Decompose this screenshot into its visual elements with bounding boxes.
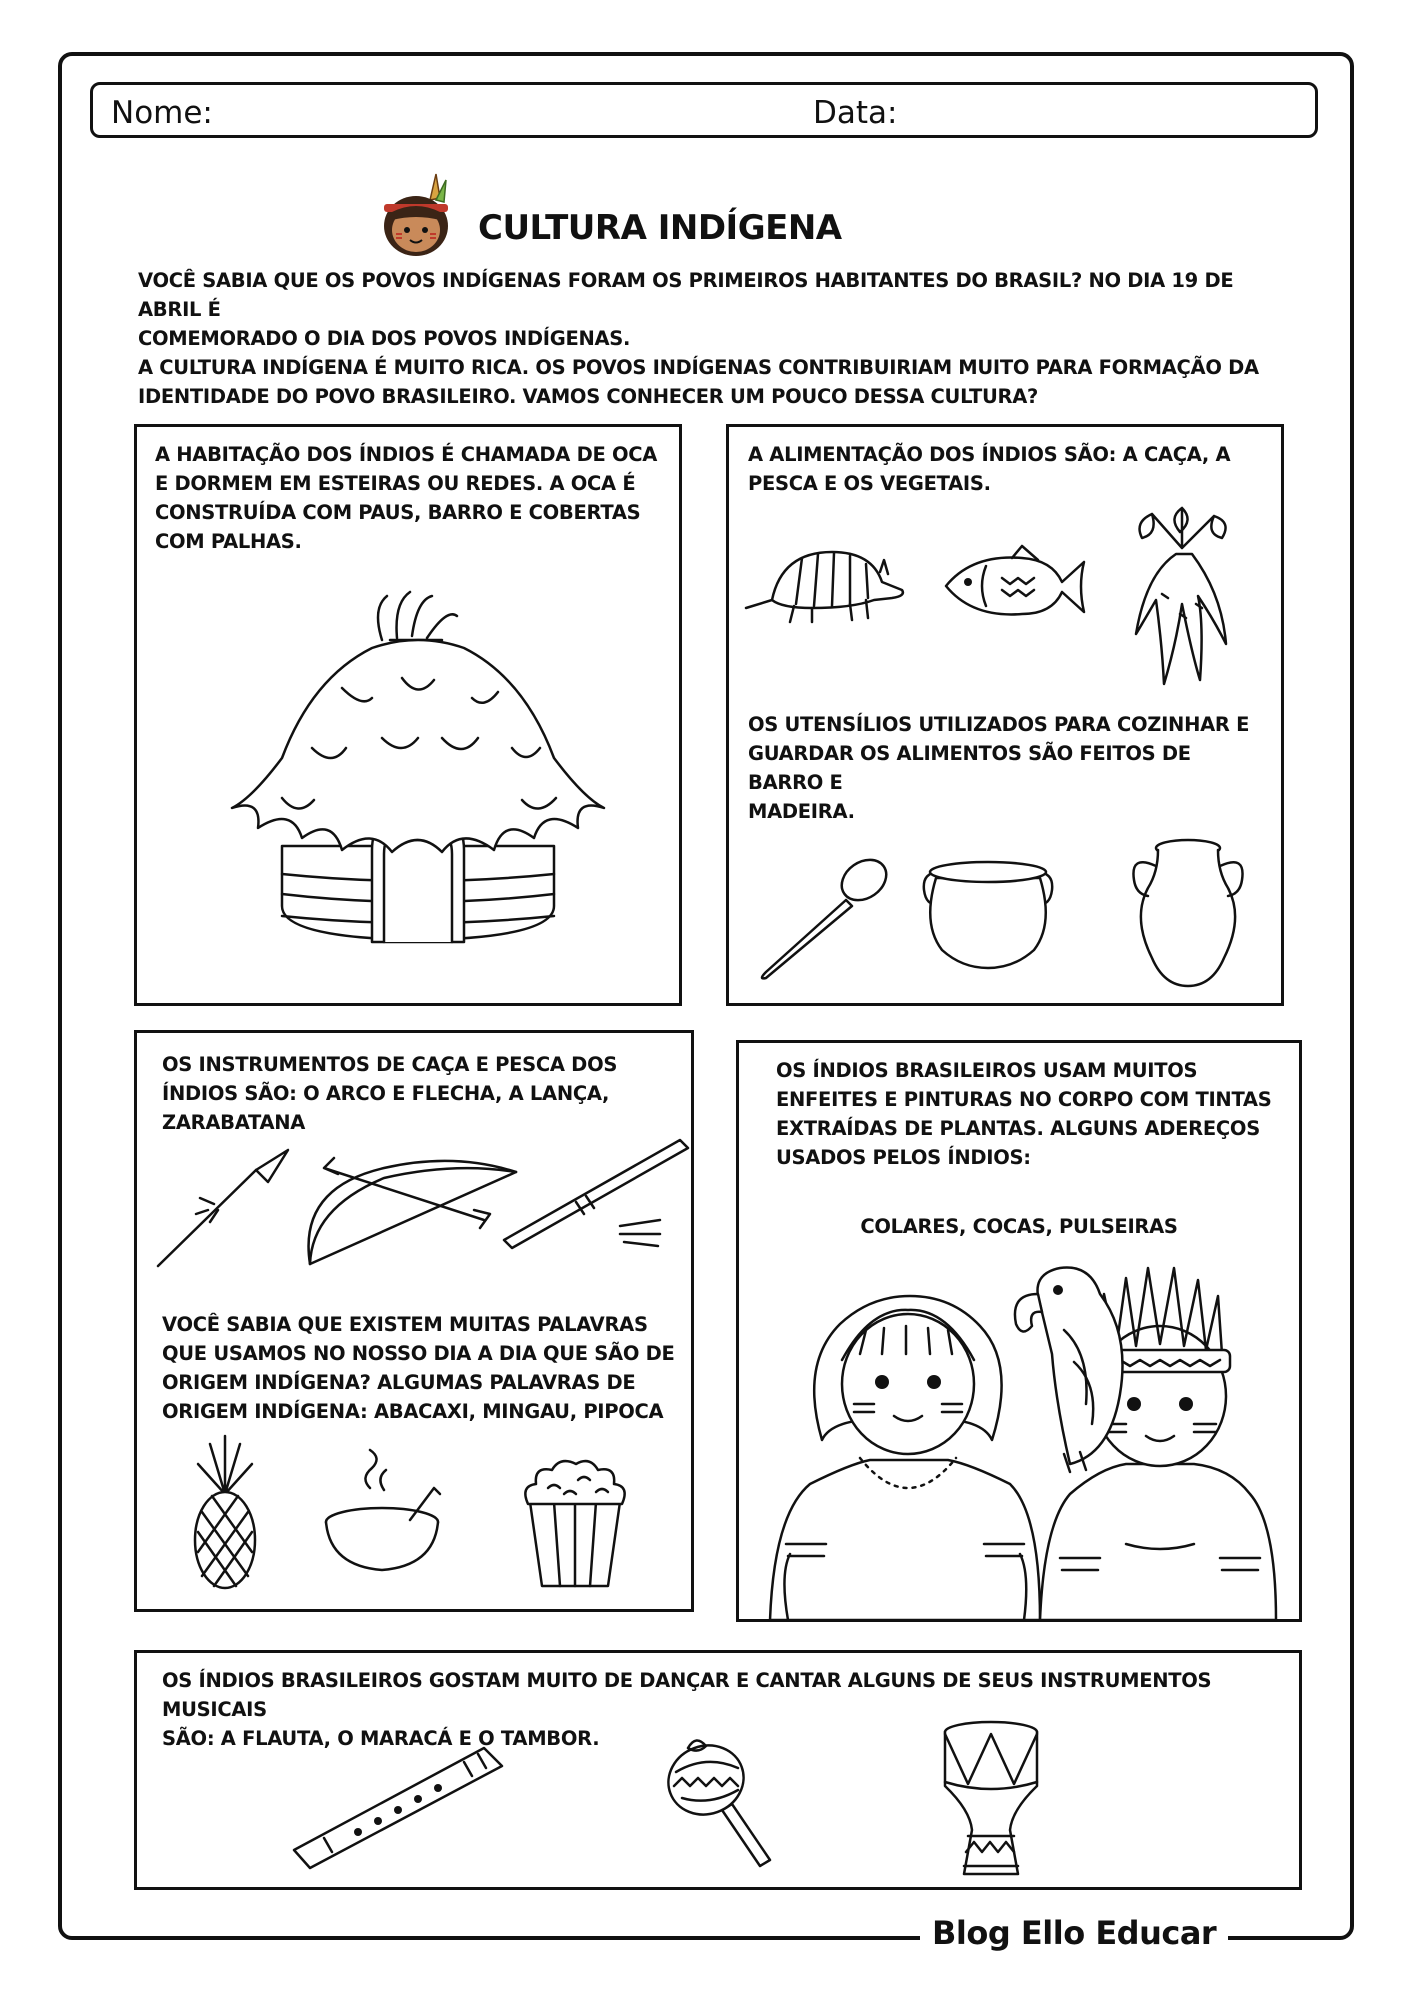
text-line: A HABITAÇÃO DOS ÍNDIOS É CHAMADA DE OCA — [155, 443, 658, 466]
text-line: MADEIRA. — [748, 800, 855, 823]
page-title: CULTURA INDÍGENA — [478, 208, 842, 248]
instrumentos-text — [162, 1050, 682, 1137]
porridge-bowl-icon — [320, 1448, 446, 1578]
spear-icon — [152, 1148, 292, 1272]
utensilios-text — [748, 710, 1268, 826]
armadillo-icon — [742, 542, 912, 626]
habitacao-text — [155, 440, 675, 556]
text-line: ZARABATANA — [162, 1111, 306, 1134]
text-line: COM PALHAS. — [155, 530, 302, 553]
name-label: Nome: — [111, 95, 213, 131]
indigenous-girl-icon — [770, 1296, 1040, 1620]
clay-pot-icon — [912, 854, 1064, 972]
text-line: OS ÍNDIOS BRASILEIROS USAM MUITOS — [776, 1059, 1198, 1082]
blowgun-icon — [500, 1134, 692, 1250]
text-line: EXTRAÍDAS DE PLANTAS. ALGUNS ADEREÇOS — [776, 1117, 1260, 1140]
fish-icon — [942, 548, 1088, 624]
text-line: OS INSTRUMENTOS DE CAÇA E PESCA DOS — [162, 1053, 618, 1076]
vase-icon — [1128, 838, 1248, 990]
cassava-icon — [1122, 504, 1242, 696]
intro-line: A CULTURA INDÍGENA É MUITO RICA. OS POVOS INDÍGENAS CONTRIBUIRIAM MUITO PARA FORMAÇÃO DA — [138, 356, 1259, 379]
text-line: USADOS PELOS ÍNDIOS: — [776, 1146, 1031, 1169]
text-line: E DORMEM EM ESTEIRAS OU REDES. A OCA É — [155, 472, 636, 495]
intro-line: COMEMORADO O DIA DOS POVOS INDÍGENAS. — [138, 327, 631, 350]
text-line: PESCA E OS VEGETAIS. — [748, 472, 991, 495]
text-line: QUE USAMOS NO NOSSO DIA A DIA QUE SÃO DE — [162, 1342, 675, 1365]
indigenous-child-icon — [370, 170, 462, 262]
footer-brand: Blog Ello Educar — [920, 1914, 1228, 1952]
text-line: ENFEITES E PINTURAS NO CORPO COM TINTAS — [776, 1088, 1272, 1111]
text-line: OS ÍNDIOS BRASILEIROS GOSTAM MUITO DE DANÇAR E CANTAR ALGUNS DE SEUS INSTRUMENTOS MUSICAIS — [162, 1669, 1212, 1721]
pineapple-icon — [190, 1436, 260, 1590]
text-line: ORIGEM INDÍGENA: ABACAXI, MINGAU, PIPOCA — [162, 1400, 664, 1423]
flute-icon — [288, 1742, 508, 1870]
text-line: ÍNDIOS SÃO: O ARCO E FLECHA, A LANÇA, — [162, 1082, 610, 1105]
intro-line: VOCÊ SABIA QUE OS POVOS INDÍGENAS FORAM OS PRIMEIROS HABITANTES DO BRASIL? NO DIA 19 DE ABRIL É — [138, 269, 1234, 321]
text-line: A ALIMENTAÇÃO DOS ÍNDIOS SÃO: A CAÇA, A — [748, 443, 1231, 466]
children-illustration — [770, 1254, 1296, 1620]
text-line: CONSTRUÍDA COM PAUS, BARRO E COBERTAS — [155, 501, 641, 524]
popcorn-icon — [520, 1456, 630, 1590]
text-line: GUARDAR OS ALIMENTOS SÃO FEITOS DE BARRO E — [748, 742, 1191, 794]
bow-and-arrow-icon — [304, 1148, 522, 1268]
palavras-text — [162, 1310, 682, 1426]
intro-line: IDENTIDADE DO POVO BRASILEIRO. VAMOS CONHECER UM POUCO DESSA CULTURA? — [138, 385, 1039, 408]
adornos-label: COLARES, COCAS, PULSEIRAS — [860, 1215, 1178, 1238]
drum-icon — [940, 1720, 1042, 1880]
enfeites-text — [776, 1056, 1296, 1172]
name-date-bar — [90, 82, 1318, 138]
alimentacao-text — [748, 440, 1268, 498]
text-line: ORIGEM INDÍGENA? ALGUMAS PALAVRAS DE — [162, 1371, 636, 1394]
intro-text — [138, 266, 1278, 411]
text-line: OS UTENSÍLIOS UTILIZADOS PARA COZINHAR E — [748, 713, 1250, 736]
maraca-icon — [662, 1740, 774, 1872]
date-label: Data: — [813, 95, 898, 131]
text-line: SÃO: A FLAUTA, O MARACÁ E O TAMBOR. — [162, 1727, 600, 1750]
text-line: VOCÊ SABIA QUE EXISTEM MUITAS PALAVRAS — [162, 1313, 648, 1336]
parrot-icon — [1015, 1268, 1123, 1472]
spoon-icon — [756, 852, 896, 982]
oca-hut-icon — [222, 588, 614, 944]
